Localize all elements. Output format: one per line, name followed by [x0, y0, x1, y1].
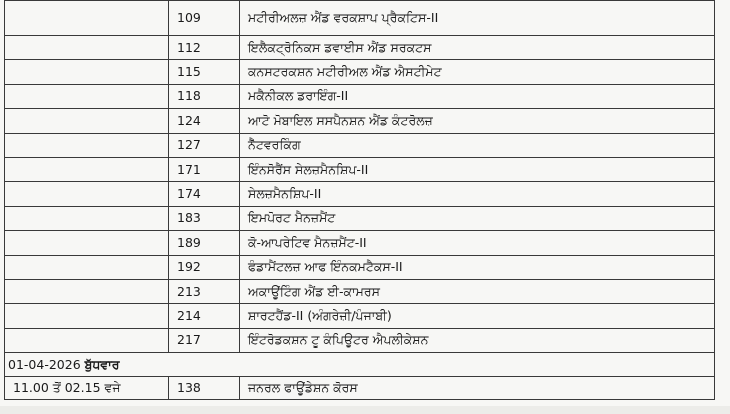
table-row	[5, 84, 715, 108]
page-bottom-edge	[0, 406, 730, 414]
subject-name: ਇਲੈਕਟ੍ਰੋਨਿਕਸ ਡਵਾਈਸ ਐਂਡ ਸਰਕਟਸ	[240, 36, 715, 60]
table-row	[5, 304, 715, 328]
time-cell	[5, 231, 169, 255]
subject-code: 171	[169, 157, 240, 181]
subject-name: ਇੰਨਸੋਰੈਂਸ ਸੇਲਜ਼ਮੈਨਸ਼ਿਪ-II	[240, 157, 715, 181]
exam-date: 01-04-2026	[8, 356, 81, 372]
subject-name: ਅਕਾਊਂਟਿੰਗ ਐਂਡ ਈ-ਕਾਮਰਸ	[240, 279, 715, 303]
subject-code: 112	[169, 36, 240, 60]
table-row	[5, 206, 715, 230]
subject-code: 214	[169, 304, 240, 328]
table-row	[5, 36, 715, 60]
subject-name: ਮਟੀਰੀਅਲਜ਼ ਐਂਡ ਵਰਕਸ਼ਾਪ ਪ੍ਰੈਕਟਿਸ-II	[240, 1, 715, 36]
table-row	[5, 231, 715, 255]
table-row	[5, 377, 715, 400]
subject-code: 189	[169, 231, 240, 255]
table-row	[5, 60, 715, 84]
subject-code: 124	[169, 109, 240, 133]
time-cell	[5, 84, 169, 108]
subject-code: 138	[169, 377, 240, 400]
subject-name: ਜਨਰਲ ਫਾਊਂਡੇਸ਼ਨ ਕੋਰਸ	[240, 377, 715, 400]
table-row	[5, 279, 715, 303]
table-row	[5, 157, 715, 181]
table-row	[5, 328, 715, 352]
date-heading	[5, 353, 715, 377]
table-row	[5, 182, 715, 206]
table-row	[5, 133, 715, 157]
time-cell	[5, 279, 169, 303]
time-cell	[5, 133, 169, 157]
subject-name: ਕੋ-ਆਪਰੇਟਿਵ ਮੈਨਜ਼ਮੈਂਟ-II	[240, 231, 715, 255]
subject-code: 174	[169, 182, 240, 206]
time-cell	[5, 255, 169, 279]
subject-name: ਸੇਲਜ਼ਮੈਨਸ਼ਿਪ-II	[240, 182, 715, 206]
time-cell	[5, 328, 169, 352]
table-row	[5, 1, 715, 36]
subject-code: 127	[169, 133, 240, 157]
subject-code: 115	[169, 60, 240, 84]
exam-time: 11.00 ਤੋਂ 02.15 ਵਜੇ	[5, 377, 169, 400]
table-row	[5, 109, 715, 133]
subject-name: ਫੰਡਾਮੈਂਟਲਜ਼ ਆਫ ਇੰਨਕਮਟੈਕਸ-II	[240, 255, 715, 279]
time-cell	[5, 1, 169, 36]
subject-name: ਆਟੋ ਮੋਬਾਇਲ ਸਸਪੈਨਸ਼ਨ ਐਂਡ ਕੰਟਰੋਲਜ਼	[240, 109, 715, 133]
subject-code: 213	[169, 279, 240, 303]
subject-name: ਇਮਪੋਰਟ ਮੈਨਜ਼ਮੈਂਟ	[240, 206, 715, 230]
exam-schedule-table	[4, 0, 715, 400]
exam-day: ਬੁੱਧਵਾਰ	[84, 356, 120, 372]
date-heading-row	[5, 353, 715, 377]
time-cell	[5, 109, 169, 133]
subject-code: 109	[169, 1, 240, 36]
subject-name: ਨੈੱਟਵਰਕਿੰਗ	[240, 133, 715, 157]
subject-name: ਮਕੈਨੀਕਲ ਡਰਾਇੰਗ-II	[240, 84, 715, 108]
subject-code: 118	[169, 84, 240, 108]
time-cell	[5, 36, 169, 60]
subject-code: 192	[169, 255, 240, 279]
time-cell	[5, 304, 169, 328]
subject-name: ਇੰਟਰੋਡਕਸ਼ਨ ਟੂ ਕੰਪਿਊਟਰ ਐਪਲੀਕੇਸ਼ਨ	[240, 328, 715, 352]
time-cell	[5, 182, 169, 206]
subject-code: 217	[169, 328, 240, 352]
time-cell	[5, 157, 169, 181]
subject-code: 183	[169, 206, 240, 230]
time-cell	[5, 60, 169, 84]
subject-name: ਸ਼ਾਰਟਹੈਂਡ-II (ਅੰਗਰੇਜ਼ੀ/ਪੰਜਾਬੀ)	[240, 304, 715, 328]
schedule-body	[5, 1, 715, 400]
subject-name: ਕਨਸਟਰਕਸ਼ਨ ਮਟੀਰੀਅਲ ਐਂਡ ਐਸਟੀਮੇਟ	[240, 60, 715, 84]
table-row	[5, 255, 715, 279]
time-cell	[5, 206, 169, 230]
